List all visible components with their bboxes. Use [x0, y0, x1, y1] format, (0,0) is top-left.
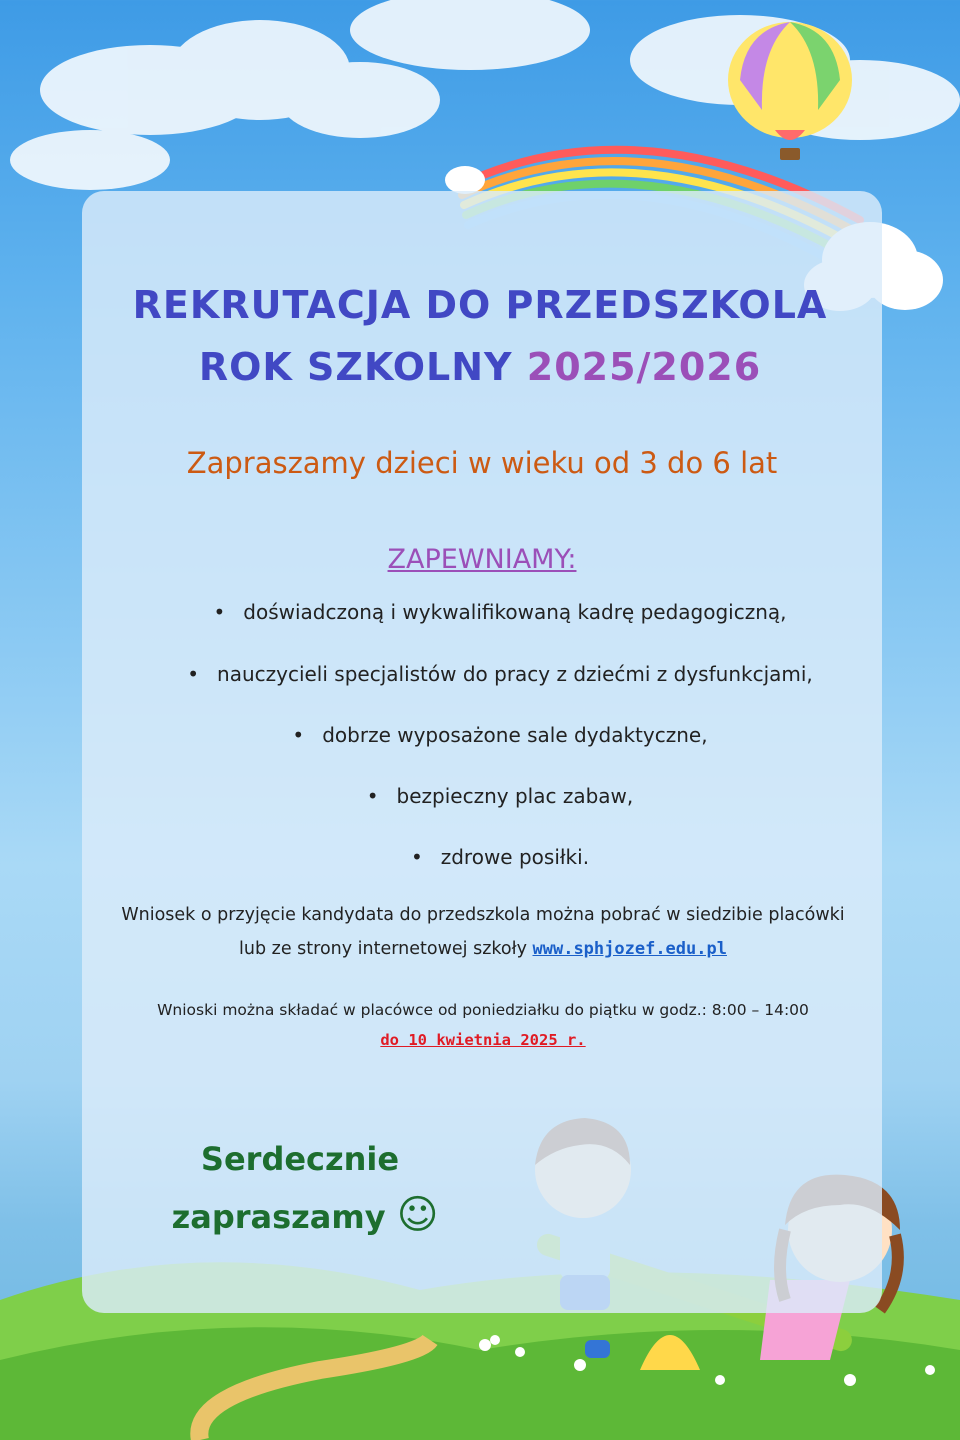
- bullet-text: nauczycieli specjalistów do pracy z dziećmi z dysfunkcjami,: [217, 662, 813, 686]
- bullet-text: bezpieczny plac zabaw,: [396, 784, 634, 808]
- bullet-dot: •: [187, 662, 200, 686]
- bullet-text: zdrowe posiłki.: [440, 845, 590, 869]
- application-info-line-1: Wniosek o przyjęcie kandydata do przedszkola można pobrać w siedzibie placówki: [121, 905, 845, 925]
- bullet-item: [0, 723, 960, 747]
- greeting-text: zapraszamy: [171, 1198, 386, 1236]
- greeting-line-2: [140, 1192, 470, 1238]
- bullet-dot: •: [292, 723, 305, 747]
- bullet-text: doświadczoną i wykwalifikowaną kadrę pedagogiczną,: [243, 600, 787, 624]
- bullet-text: dobrze wyposażone sale dydaktyczne,: [322, 723, 708, 747]
- application-info-line-2: [0, 939, 960, 959]
- smiley-icon: ☺: [396, 1192, 439, 1238]
- bullet-item: [0, 845, 960, 869]
- greeting-line-1: Serdecznie: [200, 1140, 400, 1178]
- title-line-2: [0, 345, 960, 389]
- application-deadline: do 10 kwietnia 2025 r.: [380, 1031, 586, 1049]
- office-hours: Wnioski można składać w placówce od poniedziałku do piątku w godz.: 8:00 – 14:00: [157, 1001, 809, 1019]
- age-invitation: Zapraszamy dzieci w wieku od 3 do 6 lat: [186, 446, 778, 480]
- bullet-item: [0, 784, 960, 808]
- school-year: 2025/2026: [526, 345, 762, 389]
- school-website-link[interactable]: www.sphjozef.edu.pl: [532, 939, 727, 959]
- bullet-item: [0, 600, 960, 624]
- application-info-prefix: lub ze strony internetowej szkoły: [239, 939, 533, 959]
- bullet-dot: •: [366, 784, 379, 808]
- we-provide-heading: ZAPEWNIAMY:: [387, 544, 577, 575]
- bullet-dot: •: [213, 600, 226, 624]
- bullet-item: [0, 662, 960, 686]
- title-line-1: REKRUTACJA DO PRZEDSZKOLA: [132, 283, 828, 327]
- bullet-dot: •: [410, 845, 423, 869]
- title-prefix: ROK SZKOLNY: [198, 345, 527, 389]
